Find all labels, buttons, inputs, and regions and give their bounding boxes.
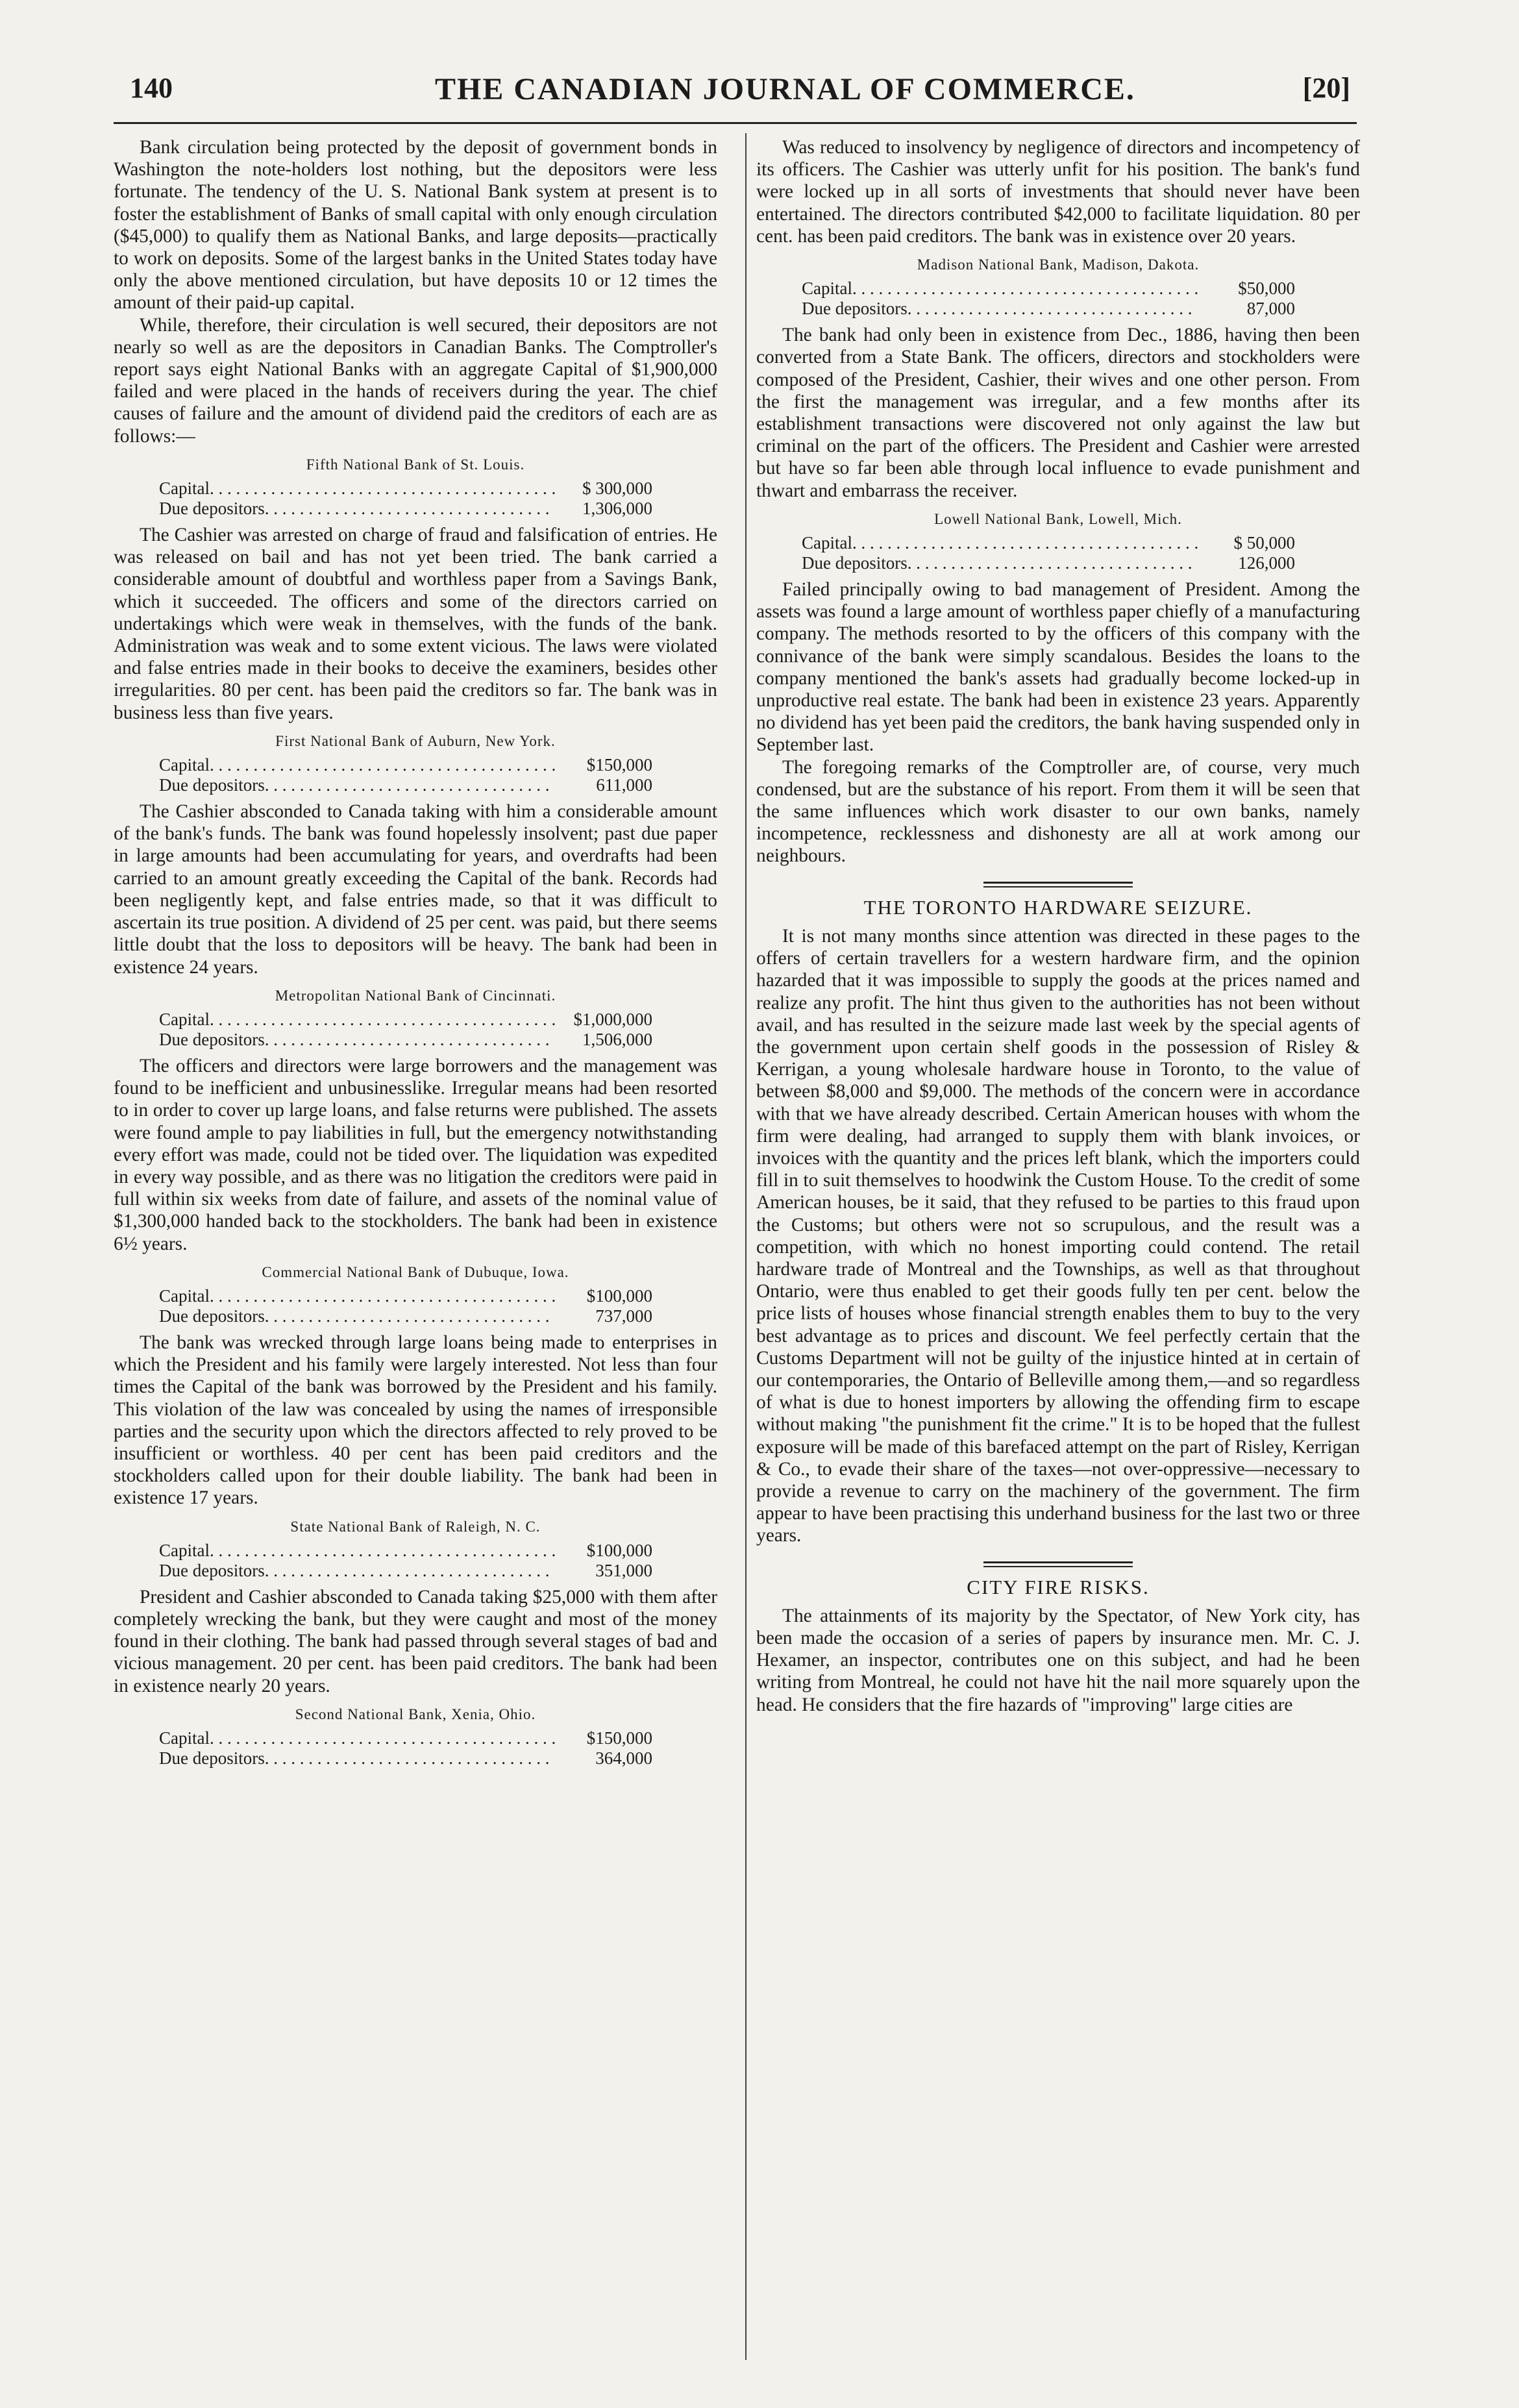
capital-label: Capital	[159, 478, 210, 499]
section-divider	[983, 882, 1133, 887]
due-depositors-amount: 1,306,000	[582, 499, 652, 519]
capital-label: Capital	[159, 1540, 210, 1560]
bank-figures	[756, 533, 1360, 573]
due-depositors-label: Due depositors	[159, 499, 265, 519]
bank-description: Failed principally owing to bad management of President. Among the assets was found a large amount of worthless paper chiefly of a manufacturing company. The methods resorted to by the officers of this company with the connivance of the bank were simply scandalous. Besides the loans to the company mentioned the bank's assets had gradually become locked-up in unproductive real estate. The bank had been in existence 23 years. Apparently no dividend has yet been paid the creditors, the bank having suspended only in September last.	[756, 579, 1360, 756]
due-depositors-amount: 611,000	[596, 775, 652, 795]
bank-description: The bank was wrecked through large loans being made to enterprises in which the President and his family were largely interested. Not less than four times the Capital of the bank was borrowed by the President and his family. This violation of the law was concealed by using the names of irresponsible parties and the security upon which the directors affected to rely proved to be insufficient or worthless. 40 per cent has been paid creditors and the stockholders called upon for their double liability. The bank had been in existence 17 years.	[114, 1332, 717, 1509]
due-depositors-label: Due depositors	[159, 1306, 265, 1326]
bank-name-cincinnati: Metropolitan National Bank of Cincinnati.	[275, 987, 556, 1004]
right-column	[756, 136, 1360, 1716]
capital-label: Capital	[159, 755, 210, 775]
due-depositors-label: Due depositors	[159, 1029, 265, 1049]
bank-name-xenia: Second National Bank, Xenia, Ohio.	[295, 1706, 536, 1722]
capital-label: Capital	[159, 1009, 210, 1029]
due-depositors-amount: 1,506,000	[582, 1029, 652, 1049]
capital-amount: $ 300,000	[582, 478, 652, 499]
bank-name-raleigh: State National Bank of Raleigh, N. C.	[290, 1518, 541, 1535]
due-depositors-label: Due depositors	[159, 775, 265, 795]
due-depositors-amount: 126,000	[1238, 553, 1295, 573]
issue-reference: [20]	[1302, 72, 1350, 104]
capital-amount: $150,000	[586, 755, 652, 775]
bank-name-dubuque: Commercial National Bank of Dubuque, Iowa.	[262, 1263, 569, 1280]
bank-description: President and Cashier absconded to Canada taking $25,000 with them after completely wrecking the bank, but they were caught and most of the money found in their clothing. The bank had passed through several stages of bad and vicious management. 20 per cent. has been paid creditors. The bank had been in existence nearly 20 years.	[114, 1586, 717, 1696]
bank-figures	[114, 1010, 717, 1050]
bank-figures	[114, 1728, 717, 1769]
capital-label: Capital	[802, 533, 852, 553]
bank-description: The officers and directors were large borrowers and the management was found to be inefficient and unbusinesslike. Irregular means had been resorted to in order to cover up large loans, and false returns were published. The assets were found ample to pay liabilities in full, but the emergency notwithstanding every effort was made, could not be tided over. The liquidation was expedited in every way possible, and as there was no litigation the creditors were paid in full within six weeks from date of failure, and assets of the nominal value of $1,300,000 handed back to the stockholders. The bank had been in existence 6½ years.	[114, 1055, 717, 1254]
bank-name-auburn: First National Bank of Auburn, New York.	[275, 732, 556, 749]
journal-title: THE CANADIAN JOURNAL OF COMMERCE.	[435, 72, 1135, 106]
section-divider	[983, 1561, 1133, 1567]
bank-name-lowell: Lowell National Bank, Lowell, Mich.	[934, 510, 1182, 527]
column-divider	[745, 133, 747, 2360]
capital-label: Capital	[159, 1285, 210, 1306]
due-depositors-label: Due depositors	[159, 1748, 265, 1768]
capital-label: Capital	[802, 279, 852, 299]
due-depositors-label: Due depositors	[802, 299, 908, 319]
summary-paragraph: The foregoing remarks of the Comptroller are, of course, very much condensed, but are the substance of his report. From them it will be seen that the same influences which work disaster to our own banks, namely incompetence, recklessness and dishonesty are all at work among our neighbours.	[756, 756, 1360, 867]
due-depositors-label: Due depositors	[159, 1560, 265, 1580]
bank-name-madison: Madison National Bank, Madison, Dakota.	[917, 256, 1200, 273]
capital-amount: $50,000	[1238, 279, 1295, 299]
header-rule	[114, 122, 1357, 124]
capital-amount: $100,000	[586, 1540, 652, 1560]
capital-label: Capital	[159, 1728, 210, 1748]
bank-figures	[114, 755, 717, 795]
capital-amount: $ 50,000	[1233, 533, 1295, 553]
left-column	[114, 136, 717, 1774]
bank-description: The Cashier absconded to Canada taking with him a considerable amount of the bank's funds. The bank was found hopelessly insolvent; past due paper in large amounts had been accumulating for years, and overdrafts had been carried to an amount greatly exceeding the Capital of the bank. Records had been negligently kept, and false entries made, so that it was difficult to ascertain its true position. A dividend of 25 per cent. was paid, but there seems little doubt that the loss to depositors will be heavy. The bank had been in existence 24 years.	[114, 801, 717, 978]
due-depositors-amount: 351,000	[595, 1560, 652, 1580]
bank-figures	[114, 1286, 717, 1326]
bank-description-continued: Was reduced to insolvency by negligence of directors and incompetency of its officers. The Cashier was utterly unfit for his position. The bank's fund were locked up in all sorts of investments that should never have been entertained. The directors contributed $42,000 to facilitate liquidation. 80 per cent. has been paid creditors. The bank was in existence over 20 years.	[756, 137, 1360, 247]
due-depositors-amount: 737,000	[595, 1306, 652, 1326]
article-body-fire: The attainments of its majority by the Spectator, of New York city, has been made the occasion of a series of papers by insurance men. Mr. C. J. Hexamer, an inspector, contributes one on this subject, and had he been writing from Montreal, he could not have hit the nail more squarely upon the head. He considers that the fire hazards of "improving" large cities are	[756, 1605, 1360, 1715]
article-title-hardware: THE TORONTO HARDWARE SEIZURE.	[863, 895, 1253, 919]
capital-amount: $150,000	[586, 1728, 652, 1748]
capital-amount: $1,000,000	[573, 1009, 652, 1029]
bank-figures	[756, 279, 1360, 319]
due-depositors-label: Due depositors	[802, 553, 908, 573]
page-header	[130, 71, 1350, 117]
bank-description: The Cashier was arrested on charge of fraud and falsification of entries. He was released on bail and has not yet been tried. The bank carried a considerable amount of doubtful and worthless paper from a Savings Bank, which it succeeded. The officers and some of the directors carried on undertakings which were weak in themselves, with the funds of the bank. Administration was weak and to some extent vicious. The laws were violated and false entries made in their books to deceive the examiners, besides other irregularities. 80 per cent. has been paid the creditors so far. The bank was in business less than five years.	[114, 525, 717, 723]
article-title-fire: CITY FIRE RISKS.	[967, 1575, 1150, 1598]
bank-description: The bank had only been in existence from Dec., 1886, having then been converted from a State Bank. The officers, directors and stockholders were composed of the President, Cashier, their wives and one other person. From the first the management was irregular, and a few months after its establishment transactions were discovered not only against the law but criminal on the part of the officers. The President and Cashier were arrested but have so far been able through local influence to evade punishment and thwart and embarrass the receiver.	[756, 325, 1360, 501]
intro-paragraph: While, therefore, their circulation is well secured, their depositors are not nearly so well as are the depositors in Canadian Banks. The Comptroller's report says eight National Banks with an aggregate Capital of $1,900,000 failed and were placed in the hands of receivers during the year. The chief causes of failure and the amount of dividend paid the creditors of each are as follows:—	[114, 314, 717, 447]
due-depositors-amount: 364,000	[595, 1748, 652, 1768]
capital-amount: $100,000	[586, 1285, 652, 1306]
bank-name-st-louis: Fifth National Bank of St. Louis.	[306, 456, 525, 473]
intro-paragraph: Bank circulation being protected by the deposit of government bonds in Washington the note-holders lost nothing, but the depositors were less fortunate. The tendency of the U. S. National Bank system at present is to foster the establishment of Banks of small capital with only enough circulation ($45,000) to qualify them as National Banks, and large deposits—practically to work on deposits. Some of the largest banks in the United States today have only the above mentioned circulation, but have deposits 10 or 12 times the amount of their paid-up capital.	[114, 137, 717, 314]
bank-figures	[114, 478, 717, 519]
page-number: 140	[130, 72, 173, 104]
bank-figures	[114, 1541, 717, 1581]
article-body-hardware: It is not many months since attention was directed in these pages to the offers of certain travellers for a western hardware firm, and the opinion hazarded that it was impossible to supply the goods at the prices named and realize any profit. The hint thus given to the authorities has not been without avail, and has resulted in the seizure made last week by the special agents of the government upon certain shelf goods in the possession of Risley & Kerrigan, a young wholesale hardware house in Toronto, to the value of between $8,000 and $9,000. The methods of the concern were in accordance with that we have already described. Certain American houses with whom the firm were dealing, had arranged to supply them with blank invoices, or invoices with the quantity and the prices left blank, which the importers could fill in to suit themselves to hoodwink the Custom House. To the credit of some American houses, be it said, that they refused to be parties to this fraud upon the Customs; but others were not so scrupulous, and the result was a competition, with which no honest importing could contend. The retail hardware trade of Montreal and the Townships, as well as that throughout Ontario, were thus enabled to get their goods fully ten per cent. below the price lists of houses whose financial strength enables them to buy to the very best advantage as to prices and discount. We feel perfectly certain that the Customs Department will not be guilty of the injustice hinted at in certain of our contemporaries, the Ontario of Belleville among them,—and so regardless of what is due to honest importers by allowing the offending firm to escape without making "the punishment fit the crime." It is to be hoped that the fullest exposure will be made of this barefaced attempt on the part of Risley, Kerrigan & Co., to evade their share of the taxes—not over-oppressive—necessary to provide a revenue to carry on the machinery of the government. The firm appear to have been practising this underhand business for the last two or three years.	[756, 925, 1360, 1546]
due-depositors-amount: 87,000	[1246, 299, 1295, 319]
